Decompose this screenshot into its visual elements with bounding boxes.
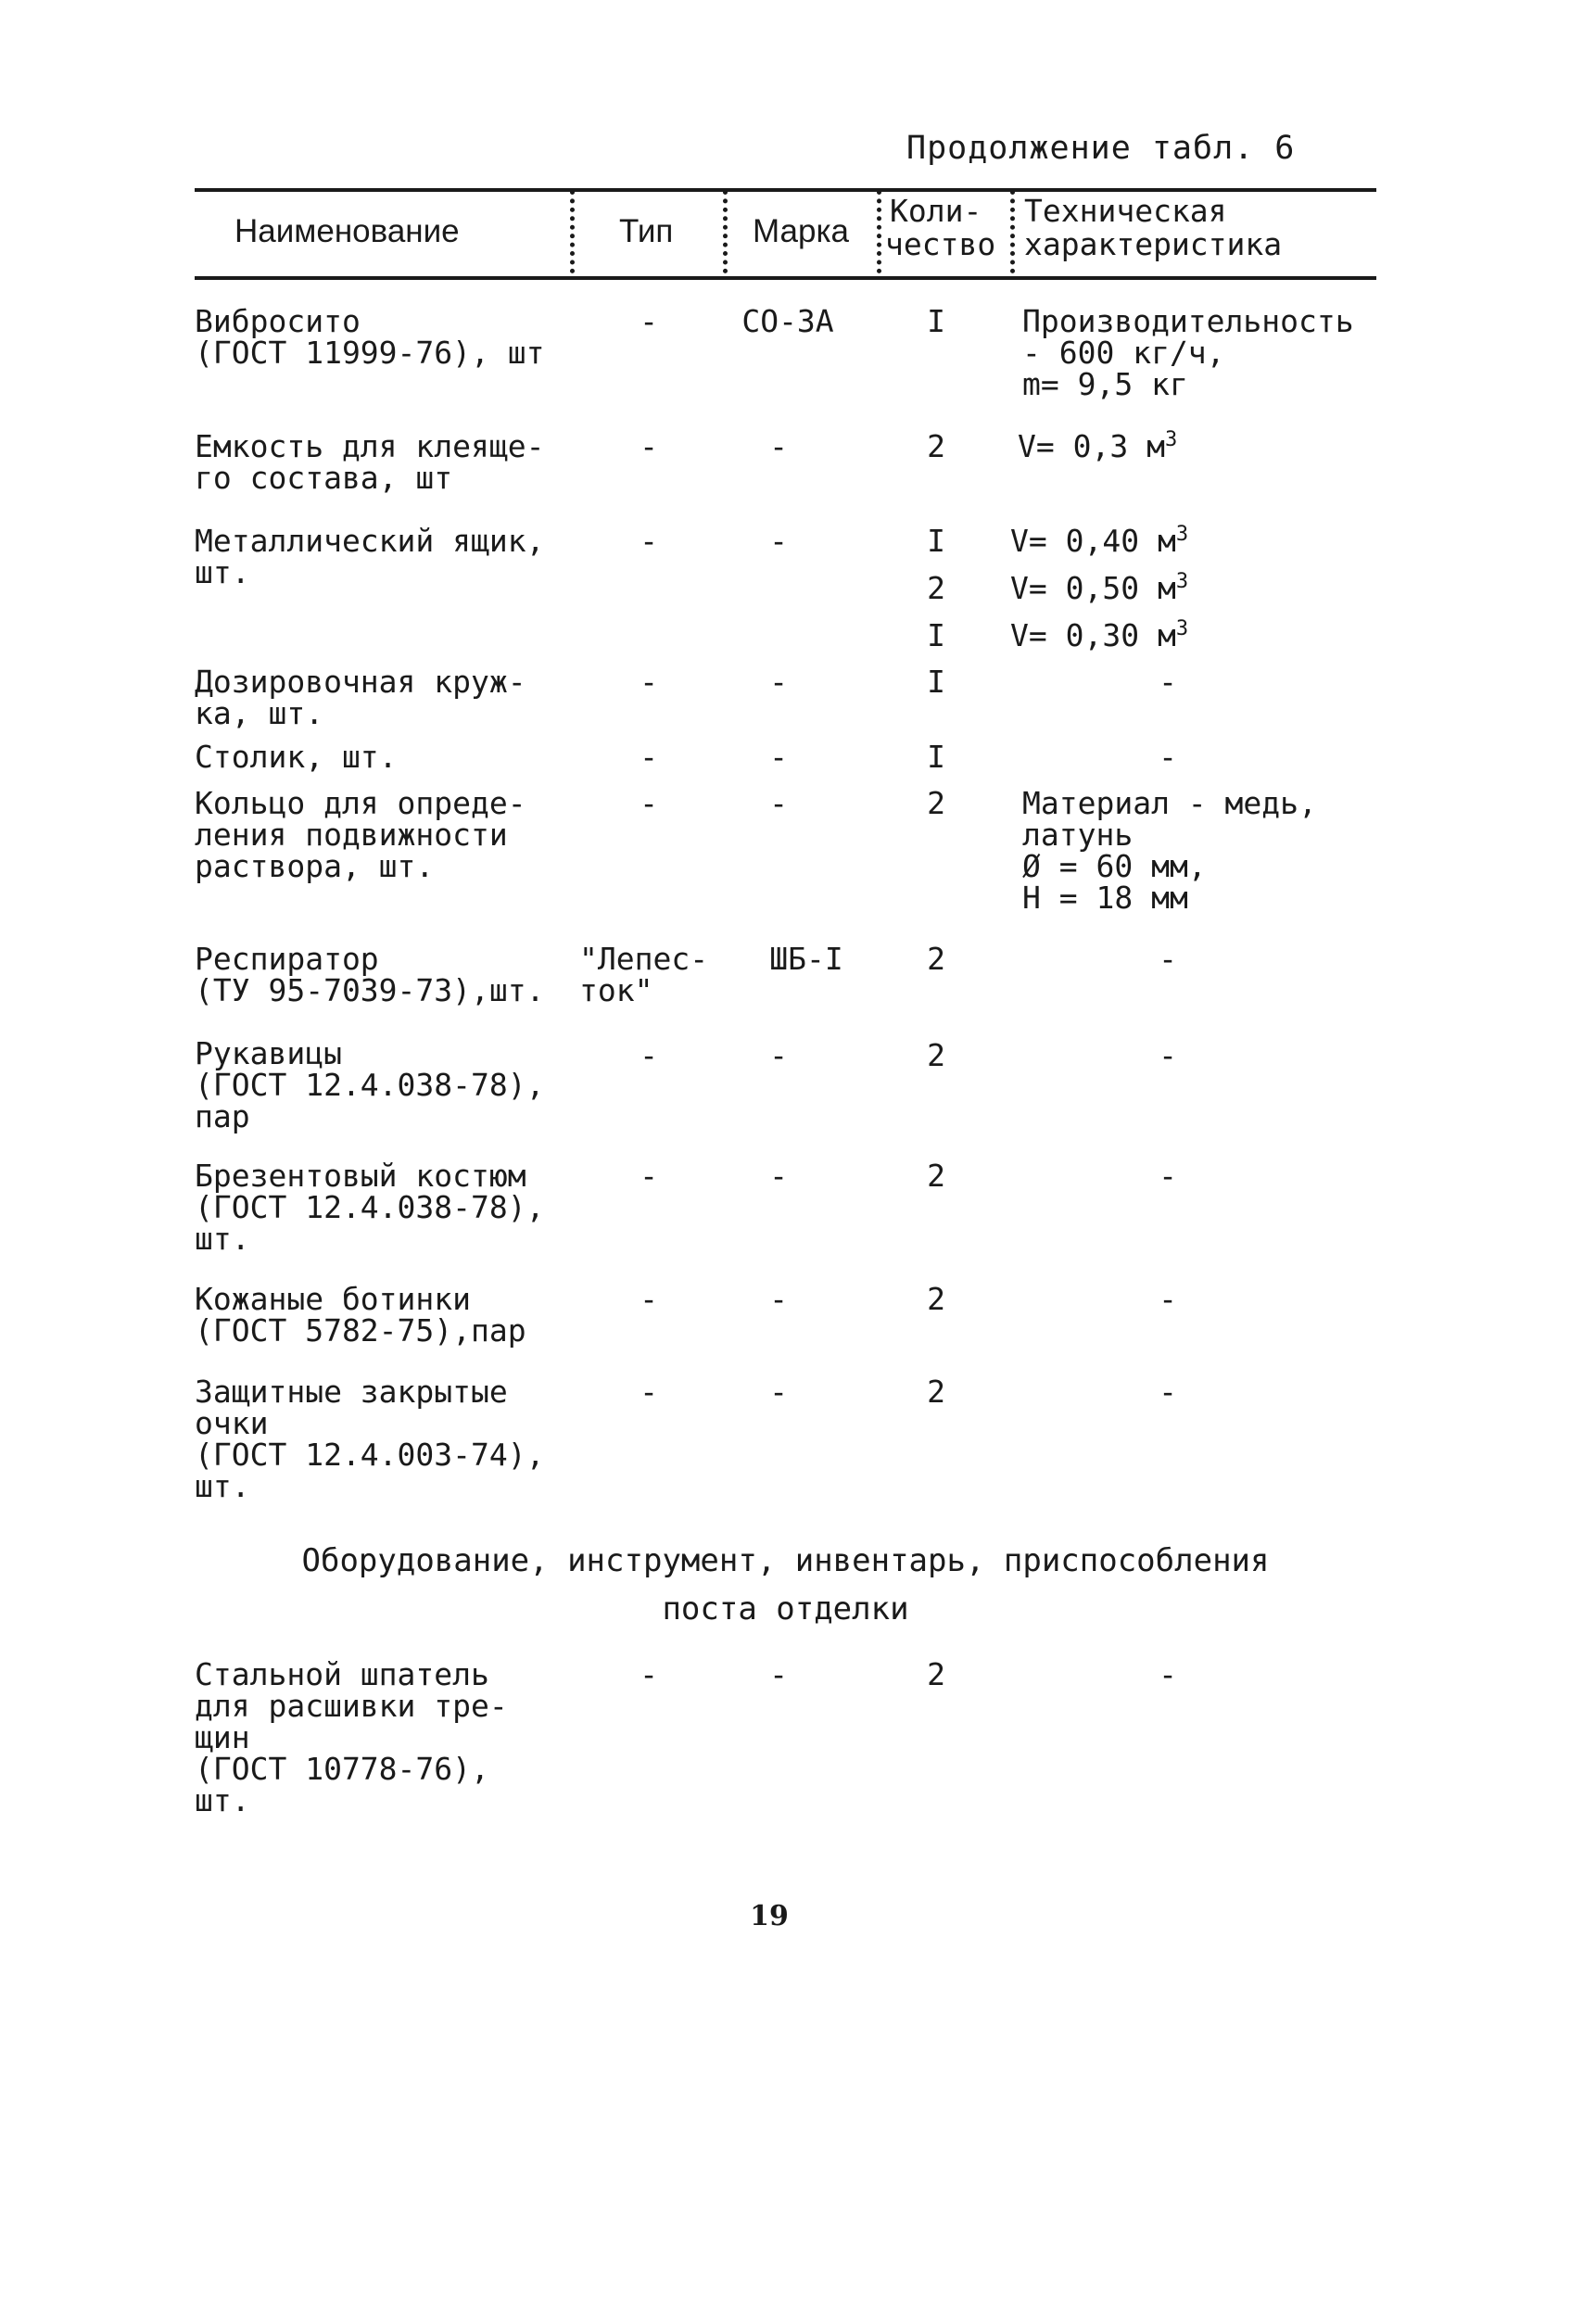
header-divider: [877, 190, 881, 273]
row-qty: I: [927, 617, 945, 653]
row-mark: -: [769, 739, 788, 775]
row-name: Дозировочная круж- ка, шт.: [195, 664, 526, 731]
row-mark: СО-3А: [741, 303, 834, 339]
row-type: -: [640, 303, 658, 339]
row-name: Стальной шпатель для расшивки тре- щин (ГОСТ 10778-76), шт.: [195, 1656, 508, 1818]
row-name: Столик, шт.: [195, 739, 398, 775]
section-title: поста отделки: [662, 1590, 909, 1627]
row-qty: 2: [927, 1374, 945, 1410]
header-qty-line1: Коли-: [890, 193, 982, 229]
row-qty: I: [927, 303, 945, 339]
section-title: Оборудование, инструмент, инвентарь, приспособления: [301, 1542, 1270, 1579]
row-mark: -: [769, 785, 788, 821]
row-name: Рукавицы (ГОСТ 12.4.038-78), пар: [195, 1035, 545, 1134]
header-name: Наименование: [234, 213, 460, 249]
table-top-rule: [195, 188, 1376, 192]
row-qty: I: [927, 523, 945, 559]
row-name: Брезентовый костюм (ГОСТ 12.4.038-78), шт.: [195, 1158, 545, 1257]
row-type: -: [640, 1281, 658, 1317]
row-name: Емкость для клеяще- го состава, шт: [195, 428, 545, 496]
row-mark: -: [769, 1281, 788, 1317]
row-name: Металлический ящик, шт.: [195, 523, 545, 590]
row-tech: -: [1159, 941, 1177, 977]
row-type: "Лепес- ток": [579, 941, 709, 1008]
row-name: Вибросито (ГОСТ 11999-76), шт: [195, 303, 545, 371]
table-continuation-label: Продолжение табл. 6: [906, 130, 1296, 167]
row-qty: I: [927, 664, 945, 700]
row-tech: Производительность - 600 кг/ч, m= 9,5 кг: [1022, 303, 1354, 402]
row-type: -: [640, 428, 658, 464]
row-tech: -: [1159, 1374, 1177, 1410]
row-qty: 2: [927, 785, 945, 821]
row-name: Защитные закрытые очки (ГОСТ 12.4.003-74), шт.: [195, 1374, 545, 1504]
row-tech: Материал - медь, латунь Ø = 60 мм, Н = 18 мм: [1022, 785, 1317, 916]
header-tech-line2: характеристика: [1024, 226, 1283, 262]
header-qty-line2: чество: [885, 226, 996, 262]
header-type: Тип: [619, 213, 674, 249]
row-tech: V= 0,30 $м^3$: [1010, 617, 1189, 653]
row-mark: -: [769, 1037, 788, 1073]
row-name: Респиратор (ТУ 95-7039-73),шт.: [195, 941, 545, 1008]
row-tech: V= 0,50 $м^3$: [1010, 570, 1189, 606]
row-tech: -: [1159, 1281, 1177, 1317]
row-tech: V= 0,3 $м^3$: [1018, 428, 1178, 464]
row-tech: -: [1159, 1656, 1177, 1692]
row-type: -: [640, 785, 658, 821]
header-mark: Марка: [753, 213, 850, 249]
row-type: -: [640, 739, 658, 775]
row-mark: ШБ-I: [769, 941, 843, 977]
row-qty: 2: [927, 1037, 945, 1073]
row-qty: 2: [927, 428, 945, 464]
row-mark: -: [769, 1158, 788, 1194]
row-qty: 2: [927, 1158, 945, 1194]
row-tech: -: [1159, 664, 1177, 700]
row-mark: -: [769, 1656, 788, 1692]
row-type: -: [640, 1158, 658, 1194]
row-tech: V= 0,40 $м^3$: [1010, 523, 1189, 559]
table-header-rule: [195, 276, 1376, 280]
row-mark: -: [769, 523, 788, 559]
row-mark: -: [769, 428, 788, 464]
row-qty: 2: [927, 570, 945, 606]
row-qty: 2: [927, 1281, 945, 1317]
row-tech: -: [1159, 739, 1177, 775]
row-type: -: [640, 664, 658, 700]
row-tech: -: [1159, 1037, 1177, 1073]
row-mark: -: [769, 664, 788, 700]
row-qty: I: [927, 739, 945, 775]
row-name: Кожаные ботинки (ГОСТ 5782-75),пар: [195, 1281, 526, 1349]
row-type: -: [640, 1037, 658, 1073]
header-divider: [723, 190, 728, 273]
row-tech: -: [1159, 1158, 1177, 1194]
row-name: Кольцо для опреде- ления подвижности раствора, шт.: [195, 785, 526, 884]
header-divider: [570, 190, 575, 273]
row-qty: 2: [927, 941, 945, 977]
row-type: -: [640, 1374, 658, 1410]
row-type: -: [640, 1656, 658, 1692]
header-divider: [1010, 190, 1015, 273]
row-mark: -: [769, 1374, 788, 1410]
row-qty: 2: [927, 1656, 945, 1692]
header-tech-line1: Техническая: [1024, 193, 1227, 229]
row-type: -: [640, 523, 658, 559]
page-number: 19: [750, 1900, 789, 1932]
